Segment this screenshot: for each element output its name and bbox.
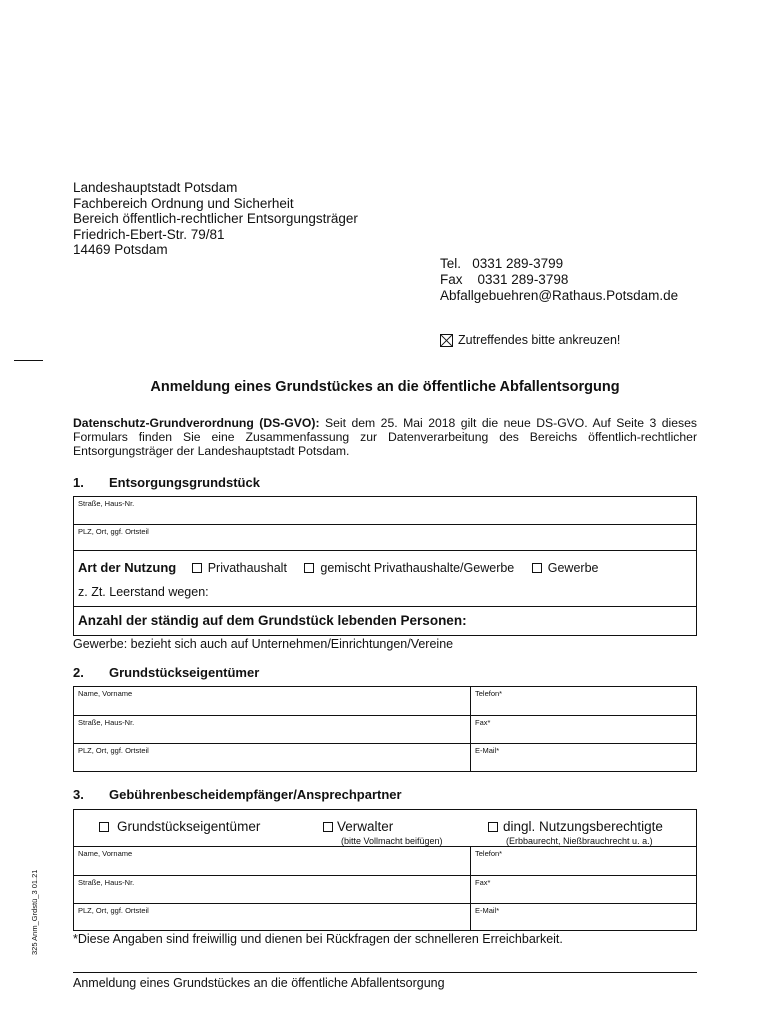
hint-text: Zutreffendes bitte ankreuzen! xyxy=(458,333,621,347)
form-code: 325 Anm_Grdstü_3 01.21 xyxy=(30,869,39,955)
address-line: Bereich öffentlich-rechtlicher Entsorgungsträger xyxy=(73,211,358,226)
footer-text: Anmeldung eines Grundstückes an die öffentliche Abfallentsorgung xyxy=(73,976,445,990)
telefon-field[interactable] xyxy=(470,687,696,715)
plz-field[interactable] xyxy=(74,525,696,551)
telefon-field[interactable] xyxy=(470,847,696,875)
owner-plz-row xyxy=(74,744,696,771)
option-label: gemischt Privathaushalte/Gewerbe xyxy=(320,561,515,575)
checkbox-icon[interactable] xyxy=(323,822,333,832)
option-gewerbe[interactable] xyxy=(532,561,599,575)
option-sublabel: (bitte Vollmacht beifügen) xyxy=(341,836,443,846)
option-eigentuemer[interactable] xyxy=(99,819,260,834)
recipient-address xyxy=(73,180,358,258)
field-label: Straße, Haus-Nr. xyxy=(78,499,135,508)
fold-mark xyxy=(14,360,43,361)
plz-field-label[interactable]: PLZ, Ort, ggf. Ortsteil xyxy=(78,746,149,755)
section-1-box xyxy=(73,496,697,636)
address-line: Friedrich-Ebert-Str. 79/81 xyxy=(73,226,225,242)
checkbox-icon[interactable] xyxy=(488,822,498,832)
optional-note: *Diese Angaben sind freiwillig und dienen bei Rückfragen der schnelleren Erreichbarkeit. xyxy=(73,932,563,946)
section-title: Entsorgungsgrundstück xyxy=(109,475,260,490)
email-line: Abfallgebuehren@Rathaus.Potsdam.de xyxy=(440,288,679,303)
option-label: Grundstückseigentümer xyxy=(117,819,261,834)
field-label: Fax* xyxy=(475,878,491,887)
street-field-label[interactable]: Straße, Haus-Nr. xyxy=(78,878,135,887)
check-hint xyxy=(440,333,620,347)
crossed-checkbox-icon xyxy=(440,334,453,347)
option-label: dingl. Nutzungsberechtigte xyxy=(503,819,663,834)
section-3-heading xyxy=(73,787,402,802)
option-label: Verwalter xyxy=(337,819,394,834)
privacy-intro xyxy=(73,416,697,458)
recipient-plz-row xyxy=(74,904,696,930)
gewerbe-note: Gewerbe: bezieht sich auch auf Unternehmen/Einrichtungen/Vereine xyxy=(73,637,454,651)
nutzung-row xyxy=(74,551,696,607)
owner-name-row xyxy=(74,687,696,716)
section-number: 2. xyxy=(73,665,84,680)
street-field-label[interactable]: Straße, Haus-Nr. xyxy=(78,718,135,727)
option-privathaushalt[interactable] xyxy=(192,561,287,575)
section-2-heading xyxy=(73,665,259,680)
field-label: Telefon* xyxy=(475,689,503,698)
owner-street-row xyxy=(74,716,696,744)
option-verwalter[interactable] xyxy=(323,819,393,834)
section-3-box xyxy=(73,809,697,931)
checkbox-icon[interactable] xyxy=(304,563,314,573)
plz-field-label[interactable]: PLZ, Ort, ggf. Ortsteil xyxy=(78,906,149,915)
nutzung-options xyxy=(78,560,612,575)
checkbox-icon[interactable] xyxy=(532,563,542,573)
privacy-intro-text: Seit dem 25. Mai 2018 gilt die neue DS-GVO. Auf Seite 3 dieses Formulars finden Sie eine Zusammenfassung zur Datenverarbeitung des Bereichs öffentlich-rechtlicher Entsorgungsträger der Landeshauptstadt Potsdam. xyxy=(73,416,697,458)
checkbox-icon[interactable] xyxy=(192,563,202,573)
form-title: Anmeldung eines Grundstückes an die öffentliche Abfallentsorgung xyxy=(150,379,620,395)
privacy-intro-heading: Datenschutz-Grundverordnung (DS-GVO): xyxy=(73,416,320,430)
field-label: Fax* xyxy=(475,718,491,727)
section-1-heading xyxy=(73,475,260,490)
contact-block xyxy=(440,256,678,304)
nutzung-label: Art der Nutzung xyxy=(78,560,177,575)
field-label: PLZ, Ort, ggf. Ortsteil xyxy=(78,527,149,536)
email-field[interactable] xyxy=(470,744,696,771)
option-sublabel: (Erbbaurecht, Nießbrauchrecht u. a.) xyxy=(506,836,653,846)
fax-line: Fax 0331 289-3798 xyxy=(440,272,569,287)
section-2-box xyxy=(73,686,697,772)
field-label: E-Mail* xyxy=(475,746,500,755)
address-line: 14469 Potsdam xyxy=(73,242,168,257)
recipient-name-row xyxy=(74,847,696,876)
name-field-label[interactable]: Name, Vorname xyxy=(78,849,133,858)
street-field[interactable] xyxy=(74,497,696,525)
option-label: Privathaushalt xyxy=(207,561,287,575)
option-gemischt[interactable] xyxy=(304,561,514,575)
option-label: Gewerbe xyxy=(547,561,599,575)
section-number: 1. xyxy=(73,475,84,490)
checkbox-icon[interactable] xyxy=(99,822,109,832)
fax-field[interactable] xyxy=(470,716,696,743)
address-line: Fachbereich Ordnung und Sicherheit xyxy=(73,195,294,211)
fax-field[interactable] xyxy=(470,876,696,903)
field-label: E-Mail* xyxy=(475,906,500,915)
footer-divider xyxy=(73,972,697,973)
field-label: Telefon* xyxy=(475,849,503,858)
recipient-street-row xyxy=(74,876,696,904)
address-line: Landeshauptstadt Potsdam xyxy=(73,180,238,195)
tel-line: Tel. 0331 289-3799 xyxy=(440,256,564,271)
section-number: 3. xyxy=(73,787,84,802)
section-title: Grundstückseigentümer xyxy=(109,665,260,680)
recipient-type-row xyxy=(74,810,696,847)
anzahl-row[interactable] xyxy=(74,607,696,637)
option-nutzungsberechtigte[interactable] xyxy=(488,819,663,834)
email-field[interactable] xyxy=(470,904,696,930)
section-title: Gebührenbescheidempfänger/Ansprechpartner xyxy=(109,787,402,802)
name-field-label[interactable]: Name, Vorname xyxy=(78,689,133,698)
anzahl-label: Anzahl der ständig auf dem Grundstück lebenden Personen: xyxy=(78,613,467,628)
leerstand-field[interactable]: z. Zt. Leerstand wegen: xyxy=(78,585,209,599)
